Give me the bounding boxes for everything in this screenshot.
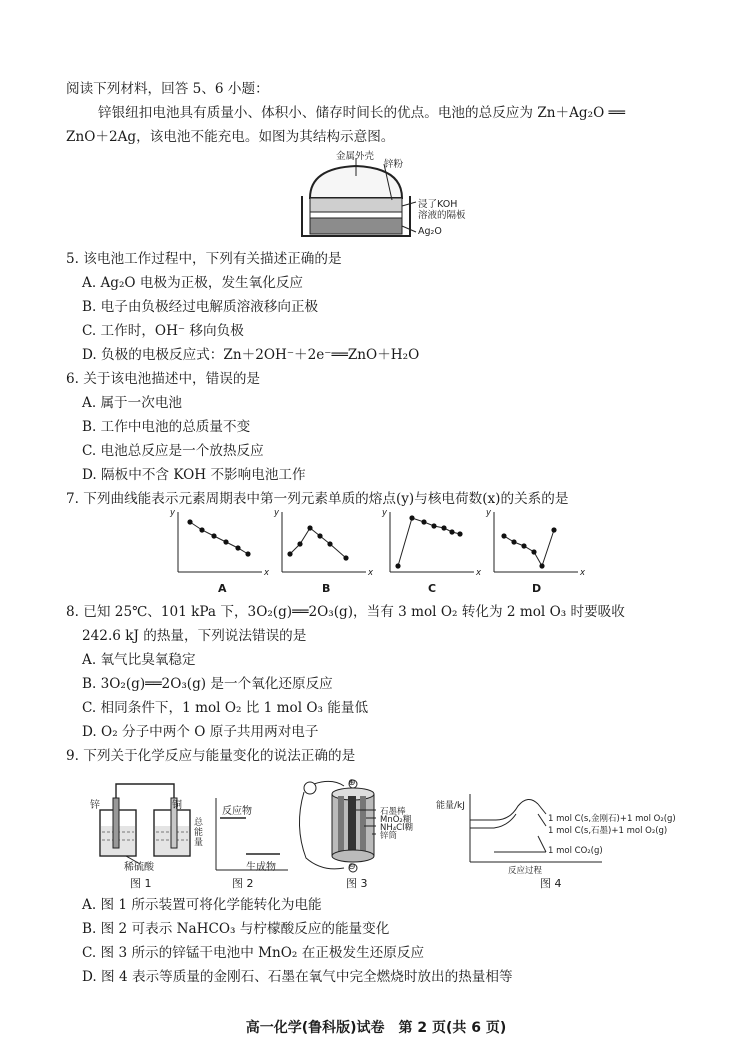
q7-graph-b-x: x (368, 568, 374, 578)
fig1-copper-label: 铜 (172, 800, 182, 811)
q9-option-d: D. 图 4 表示等质量的金刚石、石墨在氧气中完全燃烧时放出的热量相等 (82, 969, 513, 985)
q9-option-a: A. 图 1 所示装置可将化学能转化为电能 (82, 897, 322, 913)
q7-graph-b-label: B (322, 582, 331, 595)
fig4-ylabel: 能量/kJ (436, 801, 465, 811)
fig3-label-nh4cl-paste: NH₄Cl糊 (380, 823, 413, 833)
q7-graph-a-label: A (218, 582, 227, 595)
fig2-product-label: 生成物 (246, 862, 276, 873)
reading-paragraph-line2: ZnO＋2Ag，该电池不能充电。如图为其结构示意图。 (66, 129, 395, 145)
q6-option-c: C. 电池总反应是一个放热反应 (82, 443, 264, 459)
q6-option-b: B. 工作中电池的总质量不变 (82, 419, 251, 435)
fig4-graphite-level: 1 mol C(s,石墨)+1 mol O₂(g) (548, 826, 668, 836)
q5-option-a: A. Ag₂O 电极为正极，发生氧化反应 (82, 275, 304, 291)
q7-graph-c (380, 508, 480, 580)
q8-option-d: D. O₂ 分子中两个 O 原子共用两对电子 (82, 724, 319, 740)
fig2-ylabel: 总能量 (194, 818, 204, 848)
battery-label-zinc: 锌粉 (384, 159, 404, 170)
q9-stem: 9. 下列关于化学反应与能量变化的说法正确的是 (66, 748, 356, 764)
q7-graph-d-x: x (580, 568, 586, 578)
fig1-acid-label: 稀硫酸 (124, 862, 154, 873)
q7-graph-d-y: y (486, 508, 492, 518)
fig4-co2-level: 1 mol CO₂(g) (548, 846, 603, 856)
button-battery-diagram (292, 146, 472, 244)
battery-label-separator-2: 溶液的隔板 (418, 210, 466, 221)
q9-option-b: B. 图 2 可表示 NaHCO₃ 与柠檬酸反应的能量变化 (82, 921, 390, 937)
battery-label-separator-1: 浸了KOH (418, 199, 458, 210)
q7-graph-c-label: C (428, 582, 437, 595)
fig1-caption: 图 1 (130, 877, 152, 890)
q7-graph-b (272, 508, 372, 580)
q7-stem: 7. 下列曲线能表示元素周期表中第一列元素单质的熔点(y)与核电荷数(x)的关系的是 (66, 491, 569, 507)
q8-stem-cont: 242.6 kJ 的热量，下列说法错误的是 (82, 628, 307, 644)
fig3-dry-cell (292, 776, 442, 874)
q7-graph-a-y: y (170, 508, 176, 518)
q7-graph-d-label: D (532, 582, 542, 595)
battery-label-shell: 金属外壳 (336, 151, 375, 162)
q6-option-d: D. 隔板中不含 KOH 不影响电池工作 (82, 467, 306, 483)
q5-stem: 5. 该电池工作过程中，下列有关描述正确的是 (66, 251, 342, 267)
q7-graph-d (484, 508, 584, 580)
q8-option-c: C. 相同条件下，1 mol O₂ 比 1 mol O₃ 能量低 (82, 700, 369, 716)
q8-option-b: B. 3O₂(g)══2O₃(g) 是一个氧化还原反应 (82, 676, 333, 692)
q5-option-b: B. 电子由负极经过电解质溶液移向正极 (82, 299, 319, 315)
fig2-reactant-label: 反应物 (222, 806, 252, 817)
reading-paragraph-line1: 锌银纽扣电池具有质量小、体积小、储存时间长的优点。电池的总反应为 Zn＋Ag₂O ══ (98, 105, 625, 121)
page-footer: 高一化学(鲁科版)试卷 第 2 页(共 6 页) (245, 1020, 507, 1036)
battery-label-ag2o: Ag₂O (418, 226, 442, 237)
q7-graph-b-y: y (274, 508, 280, 518)
q7-graph-c-y: y (382, 508, 388, 518)
q7-graph-a (168, 508, 268, 580)
q5-option-d: D. 负极的电极反应式：Zn＋2OH⁻＋2e⁻══ZnO＋H₂O (82, 347, 420, 363)
q6-option-a: A. 属于一次电池 (82, 395, 183, 411)
q9-option-c: C. 图 3 所示的锌锰干电池中 MnO₂ 在正极发生还原反应 (82, 945, 425, 961)
fig4-diamond-level: 1 mol C(s,金刚石)+1 mol O₂(g) (548, 814, 676, 824)
q6-stem: 6. 关于该电池描述中，错误的是 (66, 371, 261, 387)
fig3-caption: 图 3 (346, 877, 368, 890)
reading-lead: 阅读下列材料，回答 5、6 小题： (66, 81, 269, 97)
q7-graph-a-x: x (264, 568, 270, 578)
q8-stem: 8. 已知 25℃、101 kPa 下，3O₂(g)══2O₃(g)，当有 3 mol O₂ 转化为 2 mol O₃ 时要吸收 (66, 604, 625, 620)
q5-option-c: C. 工作时，OH⁻ 移向负极 (82, 323, 244, 339)
fig3-label-graphite-rod: 石墨棒 (380, 807, 406, 817)
fig2-caption: 图 2 (232, 877, 254, 890)
q8-option-a: A. 氧气比臭氧稳定 (82, 652, 196, 668)
fig3-label-mno2-paste: MnO₂糊 (380, 815, 412, 825)
fig4-caption: 图 4 (540, 877, 562, 890)
fig3-negative-terminal: ⊖ (348, 862, 356, 872)
fig3-label-zinc-can: 锌筒 (380, 831, 398, 841)
q7-graph-c-x: x (476, 568, 482, 578)
fig1-zinc-label: 锌 (90, 800, 100, 811)
fig3-positive-terminal: ⊕ (348, 778, 356, 788)
fig4-xlabel: 反应过程 (508, 866, 543, 876)
